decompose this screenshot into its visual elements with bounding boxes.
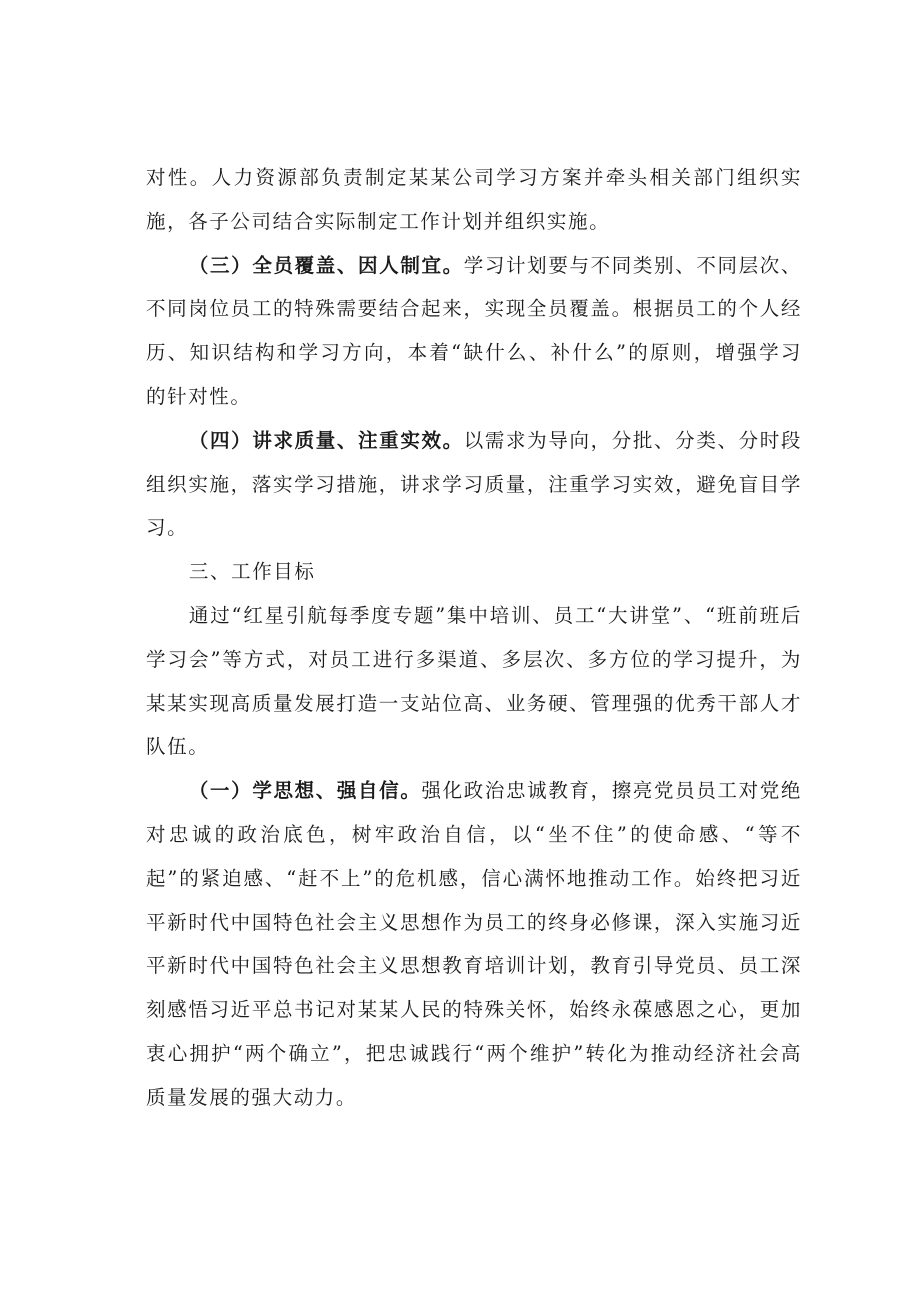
paragraph-body-one: 强化政治忠诚教育，擦亮党员员工对党绝对忠诚的政治底色，树牢政治自信，以“坐不住”的使命感、“等不起”的紧迫感、“赶不上”的危机感，信心满怀地推动工作。始终把习近平新时代中国特色社会主义思想作为员工的终身必修课，深入实施习近平新时代中国特色社会主义思想教育培训计划，教育引导党员、员工深刻感悟习近平总书记对某某人民的特殊关怀，始终永葆感恩之心，更加衷心拥护“两个确立”，把忠诚践行“两个维护”转化为推动经济社会高质量发展的强大动力。 <box>146 779 802 1109</box>
paragraph-body-four: 以需求为导向，分批、分类、分时段组织实施，落实学习措施，讲求学习质量，注重学习实效，避免盲目学习。 <box>146 428 802 540</box>
paragraph-goals: 通过“红星引航每季度专题”集中培训、员工“大讲堂”、“班前班后学习会”等方式，对员工进行多渠道、多层次、多方位的学习提升，为某某实现高质量发展打造一支站位高、业务硬、管理强的优秀干部人才队伍。 <box>146 603 802 759</box>
paragraph-quality <box>146 419 802 550</box>
paragraph-body-three: 学习计划要与不同类别、不同层次、不同岗位员工的特殊需要结合起来，实现全员覆盖。根据员工的个人经历、知识结构和学习方向，本着“缺什么、补什么”的原则，增强学习的针对性。 <box>146 253 802 408</box>
paragraph-lead-three: （三）全员覆盖、因人制宜。 <box>188 253 464 277</box>
paragraph-lead-one: （一）学思想、强自信。 <box>188 779 422 803</box>
paragraph-continuation: 对性。人力资源部负责制定某某公司学习方案并牵头相关部门组织实施，各子公司结合实际制定工作计划并组织实施。 <box>146 166 802 233</box>
paragraph-study-thought <box>146 769 802 1119</box>
paragraph-full-coverage <box>146 244 802 419</box>
document-page <box>146 156 802 1120</box>
section-heading: 三、工作目标 <box>188 560 316 584</box>
paragraph-lead-four: （四）讲求质量、注重实效。 <box>188 428 464 452</box>
